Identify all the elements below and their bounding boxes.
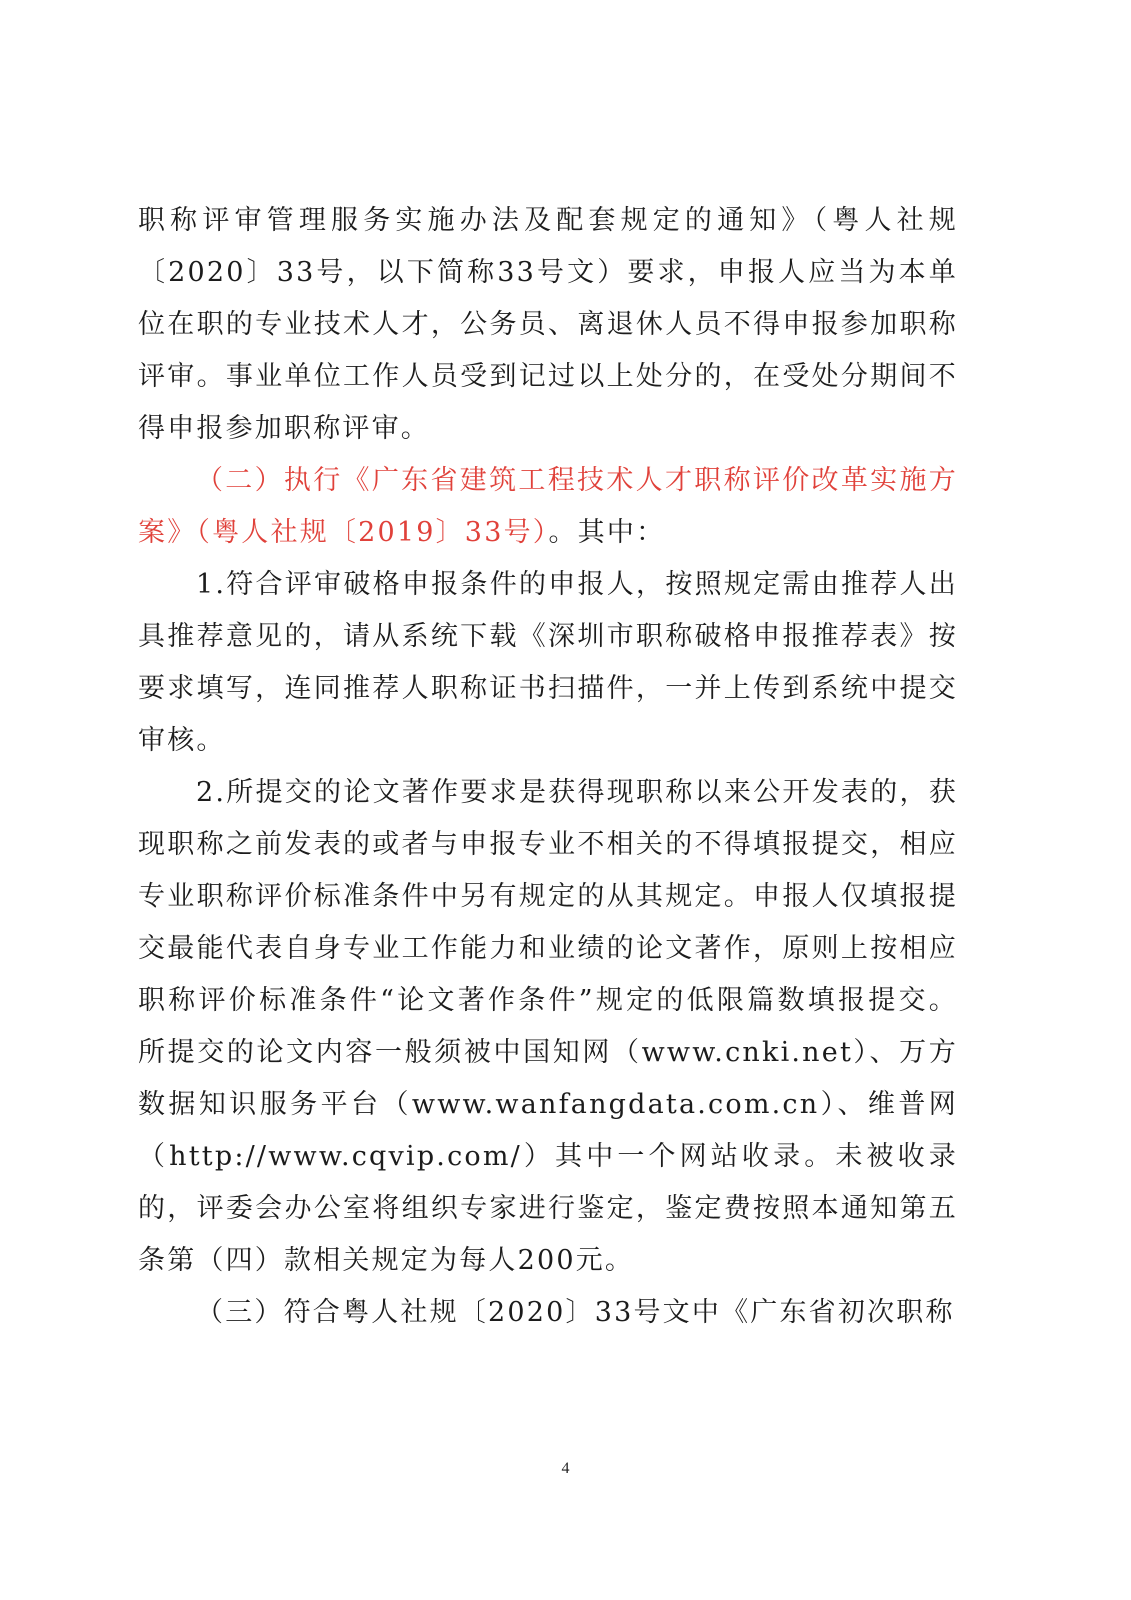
paragraph-eligibility: 职称评审管理服务实施办法及配套规定的通知》（粤人社规〔2020〕33号，以下简称33号文）要求，申报人应当为本单位在职的专业技术人才，公务员、离退休人员不得申报参加职称评审。事业单位工作人员受到记过以上处分的，在受处分期间不得申报参加职称评审。 <box>138 205 958 444</box>
paragraph-item-1: 1.符合评审破格申报条件的申报人，按照规定需由推荐人出具推荐意见的，请从系统下载《深圳市职称破格申报推荐表》按要求填写，连同推荐人职称证书扫描件，一并上传到系统中提交审核。 <box>138 569 958 756</box>
paragraph-section-3: （三）符合粤人社规〔2020〕33号文中《广东省初次职称 <box>196 1297 955 1328</box>
section-2-heading: （二）执行《广东省建筑工程技术人才职称评价改革实施方案》（粤人社规〔2019〕33号） <box>138 465 958 548</box>
paragraph-item-2: 2.所提交的论文著作要求是获得现职称以来公开发表的，获现职称之前发表的或者与申报专业不相关的不得填报提交，相应专业职称评价标准条件中另有规定的从其规定。申报人仅填报提交最能代表自身专业工作能力和业绩的论文著作，原则上按相应职称评价标准条件“论文著作条件”规定的低限篇数填报提交。所提交的论文内容一般须被中国知网（www.cnki.net）、万方数据知识服务平台（www.wanfangdata.com.cn）、维普网（http://www.cqvip.com/）其中一个网站收录。未被收录的，评委会办公室将组织专家进行鉴定，鉴定费按照本通知第五条第（四）款相关规定为每人200元。 <box>138 777 958 1276</box>
paragraph-section-2: （二）执行《广东省建筑工程技术人才职称评价改革实施方案》（粤人社规〔2019〕33号）。其中： <box>138 465 958 548</box>
body-text <box>138 195 958 1339</box>
page-number: 4 <box>561 1460 570 1477</box>
